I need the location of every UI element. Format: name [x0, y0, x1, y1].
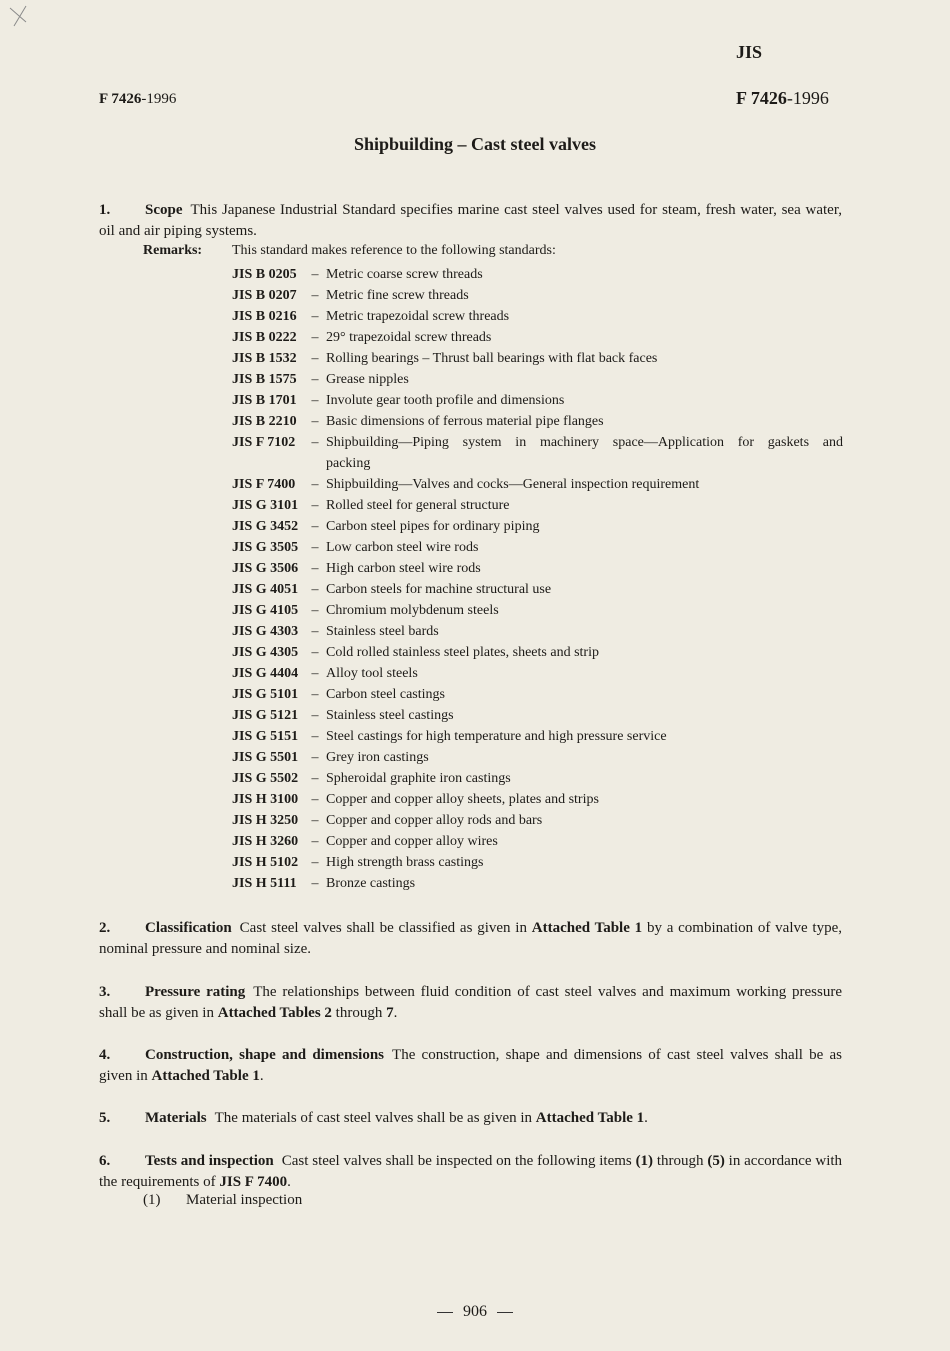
section-text: The relationships between fluid condition of cast steel valves and maximum working pressure shall be as given in	[99, 984, 842, 1021]
reference-dash: –	[311, 708, 319, 723]
reference-title: Metric trapezoidal screw threads	[326, 309, 510, 324]
std-code: F 7426	[99, 91, 142, 107]
section-number: 6.	[99, 1153, 111, 1169]
reference-dash: –	[311, 624, 319, 639]
section-heading: Pressure rating	[145, 984, 246, 1000]
reference-dash: –	[311, 288, 319, 303]
section-heading: Construction, shape and dimensions	[145, 1047, 385, 1063]
reference-code: JIS G 4051	[232, 582, 299, 597]
reference-dash: –	[311, 729, 319, 744]
reference-item	[232, 264, 843, 285]
reference-item	[232, 495, 843, 516]
standard-number-left	[99, 91, 176, 108]
footer-dash	[437, 1312, 453, 1313]
reference-code: JIS G 5101	[232, 687, 299, 702]
jis-mark: JIS	[736, 42, 763, 62]
reference-code: JIS F 7102	[232, 435, 296, 450]
reference-title: Basic dimensions of ferrous material pipe flanges	[326, 414, 604, 429]
reference-title	[326, 432, 843, 474]
std-year: -1996	[786, 88, 829, 108]
reference-title-line: Shipbuilding—Piping system in machinery space—Application for gaskets and	[326, 435, 843, 450]
section-classification	[99, 918, 842, 960]
reference-code: JIS G 3101	[232, 498, 299, 513]
table-reference: Attached Table 1	[531, 920, 643, 936]
reference-item	[232, 537, 843, 558]
reference-item	[232, 873, 843, 894]
reference-title: Rolling bearings – Thrust ball bearings with flat back faces	[326, 351, 658, 366]
section-text: in accordance with the requirements of	[99, 1153, 843, 1190]
page-number: 906	[463, 1303, 487, 1320]
reference-title: Copper and copper alloy wires	[326, 834, 498, 849]
pen-mark-icon	[6, 2, 36, 32]
reference-title: Grey iron castings	[326, 750, 429, 765]
reference-code: JIS G 3506	[232, 561, 299, 576]
section-heading: Scope	[145, 202, 183, 218]
reference-dash: –	[311, 267, 319, 282]
reference-item	[232, 369, 843, 390]
reference-dash: –	[311, 498, 319, 513]
section-text: .	[287, 1174, 291, 1190]
reference-item	[232, 705, 843, 726]
reference-title: Metric fine screw threads	[326, 288, 469, 303]
section-text: .	[644, 1110, 648, 1126]
reference-code: JIS H 3250	[232, 813, 299, 828]
section-text: The materials of cast steel valves shall be as given in	[214, 1110, 533, 1126]
reference-item	[232, 516, 843, 537]
reference-title: Rolled steel for general structure	[326, 498, 510, 513]
reference-title: High carbon steel wire rods	[326, 561, 481, 576]
table-reference: 7	[386, 1005, 394, 1021]
reference-dash: –	[311, 540, 319, 555]
reference-dash: –	[311, 477, 319, 492]
reference-title: 29° trapezoidal screw threads	[326, 330, 492, 345]
reference-title: Metric coarse screw threads	[326, 267, 483, 282]
footer-dash	[497, 1312, 513, 1313]
section-materials	[99, 1108, 842, 1129]
reference-dash: –	[311, 330, 319, 345]
reference-item	[232, 768, 843, 789]
reference-dash: –	[311, 771, 319, 786]
section-heading: Materials	[145, 1110, 207, 1126]
section-construction	[99, 1045, 842, 1087]
reference-item	[232, 579, 843, 600]
reference-code: JIS H 3100	[232, 792, 299, 807]
reference-item	[232, 621, 843, 642]
reference-code: JIS F 7400	[232, 477, 296, 492]
section-pressure-rating	[99, 982, 842, 1024]
reference-item	[232, 411, 843, 432]
reference-title: Copper and copper alloy sheets, plates and strips	[326, 792, 599, 807]
reference-title: Alloy tool steels	[326, 666, 418, 681]
reference-code: JIS B 1532	[232, 351, 297, 366]
section-heading: Tests and inspection	[145, 1153, 274, 1169]
reference-code: JIS B 1575	[232, 372, 297, 387]
reference-dash: –	[311, 792, 319, 807]
reference-dash: –	[311, 582, 319, 597]
reference-title: Steel castings for high temperature and high pressure service	[326, 729, 667, 744]
section-number: 3.	[99, 984, 111, 1000]
reference-title: Carbon steel castings	[326, 687, 445, 702]
reference-title: Stainless steel bards	[326, 624, 439, 639]
item-reference: (1)	[635, 1153, 654, 1169]
reference-code: JIS B 0207	[232, 288, 297, 303]
reference-title: Cold rolled stainless steel plates, sheets and strip	[326, 645, 599, 660]
section-heading: Classification	[145, 920, 232, 936]
reference-title: Low carbon steel wire rods	[326, 540, 479, 555]
standard-number-right	[736, 88, 829, 109]
reference-dash: –	[311, 519, 319, 534]
reference-item	[232, 474, 843, 495]
reference-code: JIS G 5502	[232, 771, 299, 786]
reference-code: JIS G 3505	[232, 540, 299, 555]
reference-dash: –	[311, 435, 319, 450]
reference-title: Carbon steels for machine structural use	[326, 582, 552, 597]
reference-item	[232, 306, 843, 327]
reference-code: JIS B 2210	[232, 414, 297, 429]
reference-code: JIS H 3260	[232, 834, 299, 849]
reference-item	[232, 684, 843, 705]
section-text: through	[656, 1153, 704, 1169]
section-tests	[99, 1151, 842, 1193]
reference-item	[232, 747, 843, 768]
reference-item	[232, 558, 843, 579]
reference-code: JIS G 5151	[232, 729, 299, 744]
section-number: 5.	[99, 1110, 111, 1126]
reference-code: JIS G 4305	[232, 645, 299, 660]
reference-dash: –	[311, 393, 319, 408]
section-number: 4.	[99, 1047, 111, 1063]
section-text: Cast steel valves shall be classified as given in	[239, 920, 527, 936]
reference-item	[232, 663, 843, 684]
reference-dash: –	[311, 750, 319, 765]
reference-title: High strength brass castings	[326, 855, 484, 870]
reference-item	[232, 810, 843, 831]
reference-dash: –	[311, 561, 319, 576]
reference-code: JIS H 5102	[232, 855, 299, 870]
page-footer	[0, 1303, 950, 1321]
reference-title: Involute gear tooth profile and dimensions	[326, 393, 565, 408]
reference-item	[232, 327, 843, 348]
reference-dash: –	[311, 351, 319, 366]
reference-title: Bronze castings	[326, 876, 416, 891]
section-text: by a combination of valve type, nominal pressure and nominal size.	[99, 920, 843, 957]
reference-dash: –	[311, 372, 319, 387]
section-text: This Japanese Industrial Standard specifies marine cast steel valves used for steam, fresh water, sea water, oil and air piping systems.	[99, 202, 842, 239]
section-number: 2.	[99, 920, 111, 936]
reference-dash: –	[311, 855, 319, 870]
reference-code: JIS B 1701	[232, 393, 297, 408]
table-reference: Attached Tables 2	[217, 1005, 332, 1021]
section-number: 1.	[99, 202, 111, 218]
reference-title: Shipbuilding—Valves and cocks—General inspection requirement	[326, 477, 700, 492]
section-scope	[99, 200, 842, 242]
reference-item	[232, 726, 843, 747]
reference-dash: –	[311, 309, 319, 324]
reference-code: JIS G 4404	[232, 666, 299, 681]
reference-title: Grease nipples	[326, 372, 409, 387]
reference-title: Chromium molybdenum steels	[326, 603, 499, 618]
reference-dash: –	[311, 414, 319, 429]
reference-item	[232, 831, 843, 852]
section-text: .	[393, 1005, 398, 1021]
reference-code: JIS B 0205	[232, 267, 297, 282]
section-text: .	[259, 1068, 264, 1084]
remarks-label: Remarks:	[143, 243, 203, 258]
reference-item	[232, 642, 843, 663]
table-reference: Attached Table 1	[535, 1110, 645, 1126]
section-text: Cast steel valves shall be inspected on the following items	[281, 1153, 632, 1169]
reference-dash: –	[311, 603, 319, 618]
section-text: through	[335, 1005, 383, 1021]
reference-dash: –	[311, 645, 319, 660]
reference-code: JIS G 4303	[232, 624, 299, 639]
reference-item	[232, 348, 843, 369]
reference-list	[232, 264, 843, 894]
reference-item	[232, 390, 843, 411]
reference-item	[232, 852, 843, 873]
reference-item	[232, 285, 843, 306]
reference-title: Copper and copper alloy rods and bars	[326, 813, 543, 828]
reference-code: JIS H 5111	[232, 876, 297, 891]
std-code: F 7426	[736, 88, 787, 108]
reference-dash: –	[311, 687, 319, 702]
reference-code: JIS G 5501	[232, 750, 299, 765]
reference-title: Stainless steel castings	[326, 708, 454, 723]
section-text: The construction, shape and dimensions of cast steel valves shall be as given in	[99, 1047, 842, 1084]
reference-dash: –	[311, 813, 319, 828]
reference-code: JIS G 5121	[232, 708, 299, 723]
reference-dash: –	[311, 834, 319, 849]
reference-item	[232, 432, 843, 474]
reference-item	[232, 600, 843, 621]
reference-title: Carbon steel pipes for ordinary piping	[326, 519, 540, 534]
remarks-intro: This standard makes reference to the following standards:	[232, 243, 556, 258]
reference-title-line: packing	[326, 456, 371, 471]
item-text: Material inspection	[186, 1192, 303, 1208]
table-reference: Attached Table 1	[151, 1068, 260, 1084]
inspection-item	[143, 1192, 302, 1209]
reference-title: Spheroidal graphite iron castings	[326, 771, 511, 786]
reference-dash: –	[311, 666, 319, 681]
item-number: (1)	[143, 1192, 161, 1208]
reference-dash: –	[311, 876, 319, 891]
reference-code: JIS G 4105	[232, 603, 299, 618]
reference-code: JIS G 3452	[232, 519, 299, 534]
page-title: Shipbuilding – Cast steel valves	[353, 134, 597, 154]
reference-code: JIS B 0216	[232, 309, 297, 324]
std-year: -1996	[141, 91, 177, 107]
standard-reference: JIS F 7400	[219, 1174, 288, 1190]
reference-item	[232, 789, 843, 810]
reference-code: JIS B 0222	[232, 330, 297, 345]
item-reference: (5)	[707, 1153, 725, 1169]
